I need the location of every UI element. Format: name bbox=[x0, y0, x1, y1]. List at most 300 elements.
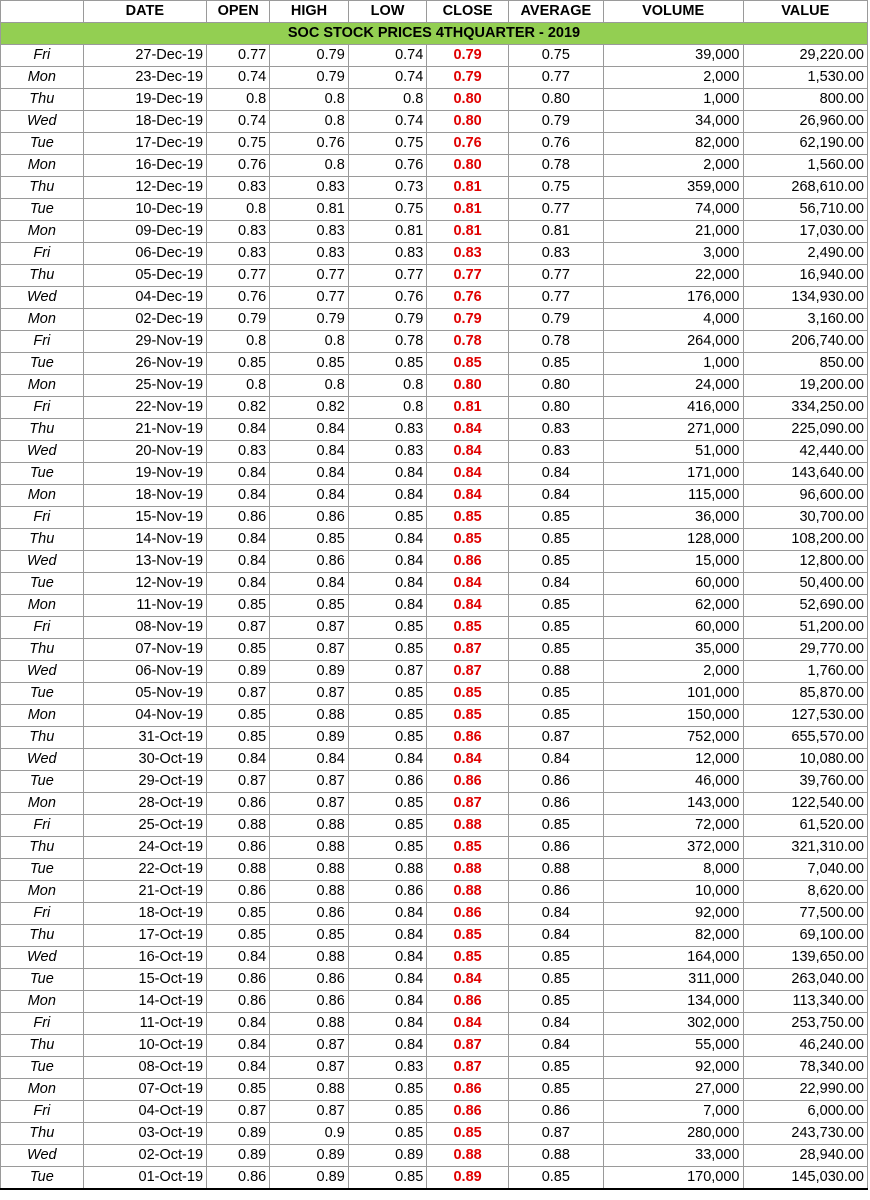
volume-cell: 2,000 bbox=[603, 67, 743, 89]
low-cell: 0.84 bbox=[348, 1035, 427, 1057]
high-cell: 0.8 bbox=[270, 111, 349, 133]
date-cell: 08-Oct-19 bbox=[83, 1057, 206, 1079]
average-cell: 0.85 bbox=[508, 815, 603, 837]
day-cell: Fri bbox=[1, 815, 84, 837]
volume-cell: 22,000 bbox=[603, 265, 743, 287]
value-cell: 143,640.00 bbox=[743, 463, 868, 485]
open-cell: 0.83 bbox=[207, 243, 270, 265]
date-cell: 26-Nov-19 bbox=[83, 353, 206, 375]
date-cell: 08-Nov-19 bbox=[83, 617, 206, 639]
table-row bbox=[1, 991, 868, 1013]
high-cell: 0.83 bbox=[270, 177, 349, 199]
close-cell: 0.85 bbox=[427, 683, 509, 705]
open-cell: 0.85 bbox=[207, 705, 270, 727]
open-cell: 0.87 bbox=[207, 1101, 270, 1123]
close-cell: 0.77 bbox=[427, 265, 509, 287]
value-cell: 12,800.00 bbox=[743, 551, 868, 573]
low-cell: 0.84 bbox=[348, 925, 427, 947]
close-cell: 0.88 bbox=[427, 881, 509, 903]
day-cell: Thu bbox=[1, 837, 84, 859]
low-cell: 0.74 bbox=[348, 67, 427, 89]
day-cell: Fri bbox=[1, 507, 84, 529]
open-cell: 0.89 bbox=[207, 1123, 270, 1145]
high-cell: 0.85 bbox=[270, 595, 349, 617]
date-cell: 31-Oct-19 bbox=[83, 727, 206, 749]
low-cell: 0.84 bbox=[348, 903, 427, 925]
volume-cell: 1,000 bbox=[603, 89, 743, 111]
volume-cell: 92,000 bbox=[603, 1057, 743, 1079]
value-cell: 1,530.00 bbox=[743, 67, 868, 89]
close-cell: 0.81 bbox=[427, 397, 509, 419]
day-cell: Wed bbox=[1, 661, 84, 683]
table-row bbox=[1, 155, 868, 177]
high-cell: 0.86 bbox=[270, 507, 349, 529]
volume-cell: 33,000 bbox=[603, 1145, 743, 1167]
date-cell: 15-Nov-19 bbox=[83, 507, 206, 529]
title-row bbox=[1, 23, 868, 45]
open-cell: 0.83 bbox=[207, 177, 270, 199]
date-cell: 21-Oct-19 bbox=[83, 881, 206, 903]
volume-cell: 134,000 bbox=[603, 991, 743, 1013]
high-cell: 0.8 bbox=[270, 331, 349, 353]
close-cell: 0.87 bbox=[427, 661, 509, 683]
table-row bbox=[1, 1079, 868, 1101]
value-cell: 19,200.00 bbox=[743, 375, 868, 397]
average-cell: 0.81 bbox=[508, 221, 603, 243]
average-cell: 0.85 bbox=[508, 947, 603, 969]
volume-cell: 60,000 bbox=[603, 573, 743, 595]
table-row bbox=[1, 1013, 868, 1035]
volume-cell: 3,000 bbox=[603, 243, 743, 265]
low-cell: 0.88 bbox=[348, 859, 427, 881]
high-cell: 0.79 bbox=[270, 309, 349, 331]
open-cell: 0.8 bbox=[207, 89, 270, 111]
table-row bbox=[1, 419, 868, 441]
close-cell: 0.85 bbox=[427, 947, 509, 969]
day-cell: Tue bbox=[1, 573, 84, 595]
close-cell: 0.78 bbox=[427, 331, 509, 353]
volume-cell: 372,000 bbox=[603, 837, 743, 859]
low-cell: 0.85 bbox=[348, 705, 427, 727]
close-cell: 0.81 bbox=[427, 199, 509, 221]
table-row bbox=[1, 177, 868, 199]
value-cell: 69,100.00 bbox=[743, 925, 868, 947]
low-cell: 0.86 bbox=[348, 881, 427, 903]
low-cell: 0.85 bbox=[348, 1123, 427, 1145]
average-cell: 0.84 bbox=[508, 463, 603, 485]
volume-cell: 359,000 bbox=[603, 177, 743, 199]
close-cell: 0.83 bbox=[427, 243, 509, 265]
table-row bbox=[1, 353, 868, 375]
close-cell: 0.80 bbox=[427, 155, 509, 177]
volume-cell: 55,000 bbox=[603, 1035, 743, 1057]
close-cell: 0.84 bbox=[427, 595, 509, 617]
day-cell: Mon bbox=[1, 221, 84, 243]
low-cell: 0.75 bbox=[348, 199, 427, 221]
table-row bbox=[1, 683, 868, 705]
high-cell: 0.8 bbox=[270, 375, 349, 397]
average-cell: 0.85 bbox=[508, 1057, 603, 1079]
table-row bbox=[1, 375, 868, 397]
close-cell: 0.79 bbox=[427, 45, 509, 67]
day-cell: Fri bbox=[1, 243, 84, 265]
average-cell: 0.86 bbox=[508, 1101, 603, 1123]
open-cell: 0.83 bbox=[207, 221, 270, 243]
average-cell: 0.85 bbox=[508, 507, 603, 529]
average-cell: 0.85 bbox=[508, 353, 603, 375]
value-cell: 16,940.00 bbox=[743, 265, 868, 287]
average-cell: 0.80 bbox=[508, 89, 603, 111]
average-cell: 0.77 bbox=[508, 287, 603, 309]
value-cell: 243,730.00 bbox=[743, 1123, 868, 1145]
low-cell: 0.84 bbox=[348, 595, 427, 617]
table-row bbox=[1, 463, 868, 485]
date-cell: 14-Nov-19 bbox=[83, 529, 206, 551]
day-cell: Thu bbox=[1, 639, 84, 661]
volume-cell: 51,000 bbox=[603, 441, 743, 463]
average-cell: 0.84 bbox=[508, 1013, 603, 1035]
value-cell: 8,620.00 bbox=[743, 881, 868, 903]
day-cell: Fri bbox=[1, 397, 84, 419]
low-cell: 0.81 bbox=[348, 221, 427, 243]
high-cell: 0.88 bbox=[270, 815, 349, 837]
date-cell: 16-Dec-19 bbox=[83, 155, 206, 177]
average-cell: 0.75 bbox=[508, 177, 603, 199]
date-cell: 11-Oct-19 bbox=[83, 1013, 206, 1035]
close-cell: 0.84 bbox=[427, 485, 509, 507]
table-row bbox=[1, 45, 868, 67]
value-cell: 268,610.00 bbox=[743, 177, 868, 199]
close-cell: 0.88 bbox=[427, 815, 509, 837]
open-cell: 0.74 bbox=[207, 67, 270, 89]
day-cell: Wed bbox=[1, 287, 84, 309]
average-cell: 0.80 bbox=[508, 397, 603, 419]
close-cell: 0.86 bbox=[427, 727, 509, 749]
table-row bbox=[1, 881, 868, 903]
value-cell: 113,340.00 bbox=[743, 991, 868, 1013]
high-cell: 0.89 bbox=[270, 661, 349, 683]
average-cell: 0.84 bbox=[508, 1035, 603, 1057]
high-cell: 0.8 bbox=[270, 89, 349, 111]
volume-cell: 39,000 bbox=[603, 45, 743, 67]
day-cell: Thu bbox=[1, 177, 84, 199]
value-cell: 29,770.00 bbox=[743, 639, 868, 661]
close-cell: 0.89 bbox=[427, 1167, 509, 1190]
table-row bbox=[1, 903, 868, 925]
low-cell: 0.84 bbox=[348, 969, 427, 991]
open-cell: 0.89 bbox=[207, 1145, 270, 1167]
table-row bbox=[1, 331, 868, 353]
day-cell: Wed bbox=[1, 947, 84, 969]
table-row bbox=[1, 1145, 868, 1167]
high-cell: 0.87 bbox=[270, 1101, 349, 1123]
day-cell: Mon bbox=[1, 991, 84, 1013]
volume-cell: 302,000 bbox=[603, 1013, 743, 1035]
close-cell: 0.85 bbox=[427, 529, 509, 551]
close-cell: 0.79 bbox=[427, 309, 509, 331]
day-cell: Mon bbox=[1, 67, 84, 89]
open-cell: 0.76 bbox=[207, 287, 270, 309]
header-value: VALUE bbox=[743, 1, 868, 23]
low-cell: 0.85 bbox=[348, 683, 427, 705]
high-cell: 0.77 bbox=[270, 287, 349, 309]
table-row bbox=[1, 639, 868, 661]
day-cell: Tue bbox=[1, 463, 84, 485]
value-cell: 1,560.00 bbox=[743, 155, 868, 177]
date-cell: 20-Nov-19 bbox=[83, 441, 206, 463]
value-cell: 50,400.00 bbox=[743, 573, 868, 595]
date-cell: 22-Nov-19 bbox=[83, 397, 206, 419]
day-cell: Mon bbox=[1, 155, 84, 177]
open-cell: 0.89 bbox=[207, 661, 270, 683]
high-cell: 0.84 bbox=[270, 419, 349, 441]
low-cell: 0.83 bbox=[348, 1057, 427, 1079]
date-cell: 09-Dec-19 bbox=[83, 221, 206, 243]
close-cell: 0.80 bbox=[427, 375, 509, 397]
close-cell: 0.80 bbox=[427, 111, 509, 133]
table-row bbox=[1, 485, 868, 507]
low-cell: 0.83 bbox=[348, 441, 427, 463]
value-cell: 42,440.00 bbox=[743, 441, 868, 463]
table-row bbox=[1, 837, 868, 859]
date-cell: 19-Nov-19 bbox=[83, 463, 206, 485]
low-cell: 0.73 bbox=[348, 177, 427, 199]
average-cell: 0.76 bbox=[508, 133, 603, 155]
date-cell: 01-Oct-19 bbox=[83, 1167, 206, 1190]
close-cell: 0.81 bbox=[427, 221, 509, 243]
date-cell: 04-Nov-19 bbox=[83, 705, 206, 727]
close-cell: 0.87 bbox=[427, 793, 509, 815]
header-volume: VOLUME bbox=[603, 1, 743, 23]
volume-cell: 12,000 bbox=[603, 749, 743, 771]
table-row bbox=[1, 309, 868, 331]
low-cell: 0.85 bbox=[348, 837, 427, 859]
volume-cell: 24,000 bbox=[603, 375, 743, 397]
high-cell: 0.79 bbox=[270, 67, 349, 89]
close-cell: 0.85 bbox=[427, 705, 509, 727]
day-cell: Tue bbox=[1, 683, 84, 705]
low-cell: 0.74 bbox=[348, 45, 427, 67]
high-cell: 0.89 bbox=[270, 1145, 349, 1167]
close-cell: 0.86 bbox=[427, 551, 509, 573]
date-cell: 23-Dec-19 bbox=[83, 67, 206, 89]
date-cell: 21-Nov-19 bbox=[83, 419, 206, 441]
open-cell: 0.85 bbox=[207, 353, 270, 375]
high-cell: 0.86 bbox=[270, 551, 349, 573]
day-cell: Mon bbox=[1, 485, 84, 507]
low-cell: 0.79 bbox=[348, 309, 427, 331]
low-cell: 0.85 bbox=[348, 353, 427, 375]
date-cell: 18-Nov-19 bbox=[83, 485, 206, 507]
close-cell: 0.84 bbox=[427, 749, 509, 771]
header-open: OPEN bbox=[207, 1, 270, 23]
average-cell: 0.84 bbox=[508, 749, 603, 771]
value-cell: 61,520.00 bbox=[743, 815, 868, 837]
table-row bbox=[1, 1123, 868, 1145]
volume-cell: 35,000 bbox=[603, 639, 743, 661]
volume-cell: 92,000 bbox=[603, 903, 743, 925]
close-cell: 0.87 bbox=[427, 639, 509, 661]
value-cell: 30,700.00 bbox=[743, 507, 868, 529]
low-cell: 0.84 bbox=[348, 485, 427, 507]
table-row bbox=[1, 441, 868, 463]
value-cell: 51,200.00 bbox=[743, 617, 868, 639]
high-cell: 0.84 bbox=[270, 485, 349, 507]
value-cell: 62,190.00 bbox=[743, 133, 868, 155]
volume-cell: 280,000 bbox=[603, 1123, 743, 1145]
day-cell: Tue bbox=[1, 1057, 84, 1079]
day-cell: Wed bbox=[1, 1145, 84, 1167]
date-cell: 18-Dec-19 bbox=[83, 111, 206, 133]
low-cell: 0.85 bbox=[348, 1101, 427, 1123]
table-row bbox=[1, 793, 868, 815]
low-cell: 0.76 bbox=[348, 155, 427, 177]
volume-cell: 10,000 bbox=[603, 881, 743, 903]
value-cell: 26,960.00 bbox=[743, 111, 868, 133]
day-cell: Thu bbox=[1, 89, 84, 111]
table-row bbox=[1, 1101, 868, 1123]
table-row bbox=[1, 265, 868, 287]
day-cell: Thu bbox=[1, 529, 84, 551]
value-cell: 225,090.00 bbox=[743, 419, 868, 441]
open-cell: 0.86 bbox=[207, 881, 270, 903]
date-cell: 13-Nov-19 bbox=[83, 551, 206, 573]
value-cell: 28,940.00 bbox=[743, 1145, 868, 1167]
date-cell: 10-Oct-19 bbox=[83, 1035, 206, 1057]
high-cell: 0.86 bbox=[270, 903, 349, 925]
high-cell: 0.79 bbox=[270, 45, 349, 67]
day-cell: Fri bbox=[1, 1101, 84, 1123]
low-cell: 0.85 bbox=[348, 507, 427, 529]
open-cell: 0.83 bbox=[207, 441, 270, 463]
day-cell: Tue bbox=[1, 859, 84, 881]
close-cell: 0.87 bbox=[427, 1035, 509, 1057]
low-cell: 0.86 bbox=[348, 771, 427, 793]
header-row bbox=[1, 1, 868, 23]
close-cell: 0.87 bbox=[427, 1057, 509, 1079]
table-title: SOC STOCK PRICES 4THQUARTER - 2019 bbox=[1, 23, 868, 45]
open-cell: 0.8 bbox=[207, 331, 270, 353]
table-row bbox=[1, 661, 868, 683]
high-cell: 0.88 bbox=[270, 881, 349, 903]
day-cell: Thu bbox=[1, 925, 84, 947]
day-cell: Wed bbox=[1, 551, 84, 573]
average-cell: 0.87 bbox=[508, 727, 603, 749]
date-cell: 07-Nov-19 bbox=[83, 639, 206, 661]
high-cell: 0.85 bbox=[270, 529, 349, 551]
table-row bbox=[1, 529, 868, 551]
open-cell: 0.8 bbox=[207, 199, 270, 221]
high-cell: 0.84 bbox=[270, 573, 349, 595]
open-cell: 0.86 bbox=[207, 837, 270, 859]
value-cell: 56,710.00 bbox=[743, 199, 868, 221]
day-cell: Tue bbox=[1, 353, 84, 375]
open-cell: 0.84 bbox=[207, 749, 270, 771]
average-cell: 0.83 bbox=[508, 419, 603, 441]
close-cell: 0.85 bbox=[427, 617, 509, 639]
close-cell: 0.88 bbox=[427, 1145, 509, 1167]
date-cell: 25-Nov-19 bbox=[83, 375, 206, 397]
high-cell: 0.87 bbox=[270, 617, 349, 639]
value-cell: 127,530.00 bbox=[743, 705, 868, 727]
close-cell: 0.85 bbox=[427, 507, 509, 529]
value-cell: 22,990.00 bbox=[743, 1079, 868, 1101]
low-cell: 0.84 bbox=[348, 991, 427, 1013]
high-cell: 0.88 bbox=[270, 859, 349, 881]
date-cell: 12-Nov-19 bbox=[83, 573, 206, 595]
day-cell: Mon bbox=[1, 595, 84, 617]
day-cell: Thu bbox=[1, 265, 84, 287]
volume-cell: 72,000 bbox=[603, 815, 743, 837]
low-cell: 0.85 bbox=[348, 793, 427, 815]
open-cell: 0.85 bbox=[207, 1079, 270, 1101]
average-cell: 0.75 bbox=[508, 45, 603, 67]
value-cell: 96,600.00 bbox=[743, 485, 868, 507]
average-cell: 0.84 bbox=[508, 573, 603, 595]
close-cell: 0.84 bbox=[427, 573, 509, 595]
value-cell: 206,740.00 bbox=[743, 331, 868, 353]
high-cell: 0.87 bbox=[270, 1057, 349, 1079]
average-cell: 0.85 bbox=[508, 683, 603, 705]
header-low: LOW bbox=[348, 1, 427, 23]
value-cell: 253,750.00 bbox=[743, 1013, 868, 1035]
date-cell: 04-Dec-19 bbox=[83, 287, 206, 309]
average-cell: 0.85 bbox=[508, 595, 603, 617]
average-cell: 0.86 bbox=[508, 881, 603, 903]
volume-cell: 4,000 bbox=[603, 309, 743, 331]
average-cell: 0.85 bbox=[508, 551, 603, 573]
volume-cell: 2,000 bbox=[603, 155, 743, 177]
average-cell: 0.77 bbox=[508, 67, 603, 89]
day-cell: Wed bbox=[1, 749, 84, 771]
open-cell: 0.84 bbox=[207, 947, 270, 969]
open-cell: 0.84 bbox=[207, 485, 270, 507]
value-cell: 29,220.00 bbox=[743, 45, 868, 67]
open-cell: 0.84 bbox=[207, 463, 270, 485]
low-cell: 0.85 bbox=[348, 639, 427, 661]
value-cell: 800.00 bbox=[743, 89, 868, 111]
volume-cell: 60,000 bbox=[603, 617, 743, 639]
value-cell: 2,490.00 bbox=[743, 243, 868, 265]
volume-cell: 171,000 bbox=[603, 463, 743, 485]
header-average: AVERAGE bbox=[508, 1, 603, 23]
close-cell: 0.86 bbox=[427, 991, 509, 1013]
low-cell: 0.84 bbox=[348, 551, 427, 573]
table-row bbox=[1, 1035, 868, 1057]
day-cell: Fri bbox=[1, 1013, 84, 1035]
average-cell: 0.88 bbox=[508, 859, 603, 881]
open-cell: 0.85 bbox=[207, 727, 270, 749]
open-cell: 0.84 bbox=[207, 573, 270, 595]
low-cell: 0.85 bbox=[348, 815, 427, 837]
high-cell: 0.83 bbox=[270, 243, 349, 265]
value-cell: 85,870.00 bbox=[743, 683, 868, 705]
open-cell: 0.75 bbox=[207, 133, 270, 155]
average-cell: 0.85 bbox=[508, 639, 603, 661]
volume-cell: 1,000 bbox=[603, 353, 743, 375]
day-cell: Fri bbox=[1, 617, 84, 639]
close-cell: 0.85 bbox=[427, 353, 509, 375]
low-cell: 0.77 bbox=[348, 265, 427, 287]
high-cell: 0.77 bbox=[270, 265, 349, 287]
value-cell: 77,500.00 bbox=[743, 903, 868, 925]
table-row bbox=[1, 617, 868, 639]
day-cell: Mon bbox=[1, 1079, 84, 1101]
date-cell: 02-Oct-19 bbox=[83, 1145, 206, 1167]
volume-cell: 27,000 bbox=[603, 1079, 743, 1101]
high-cell: 0.88 bbox=[270, 705, 349, 727]
volume-cell: 164,000 bbox=[603, 947, 743, 969]
